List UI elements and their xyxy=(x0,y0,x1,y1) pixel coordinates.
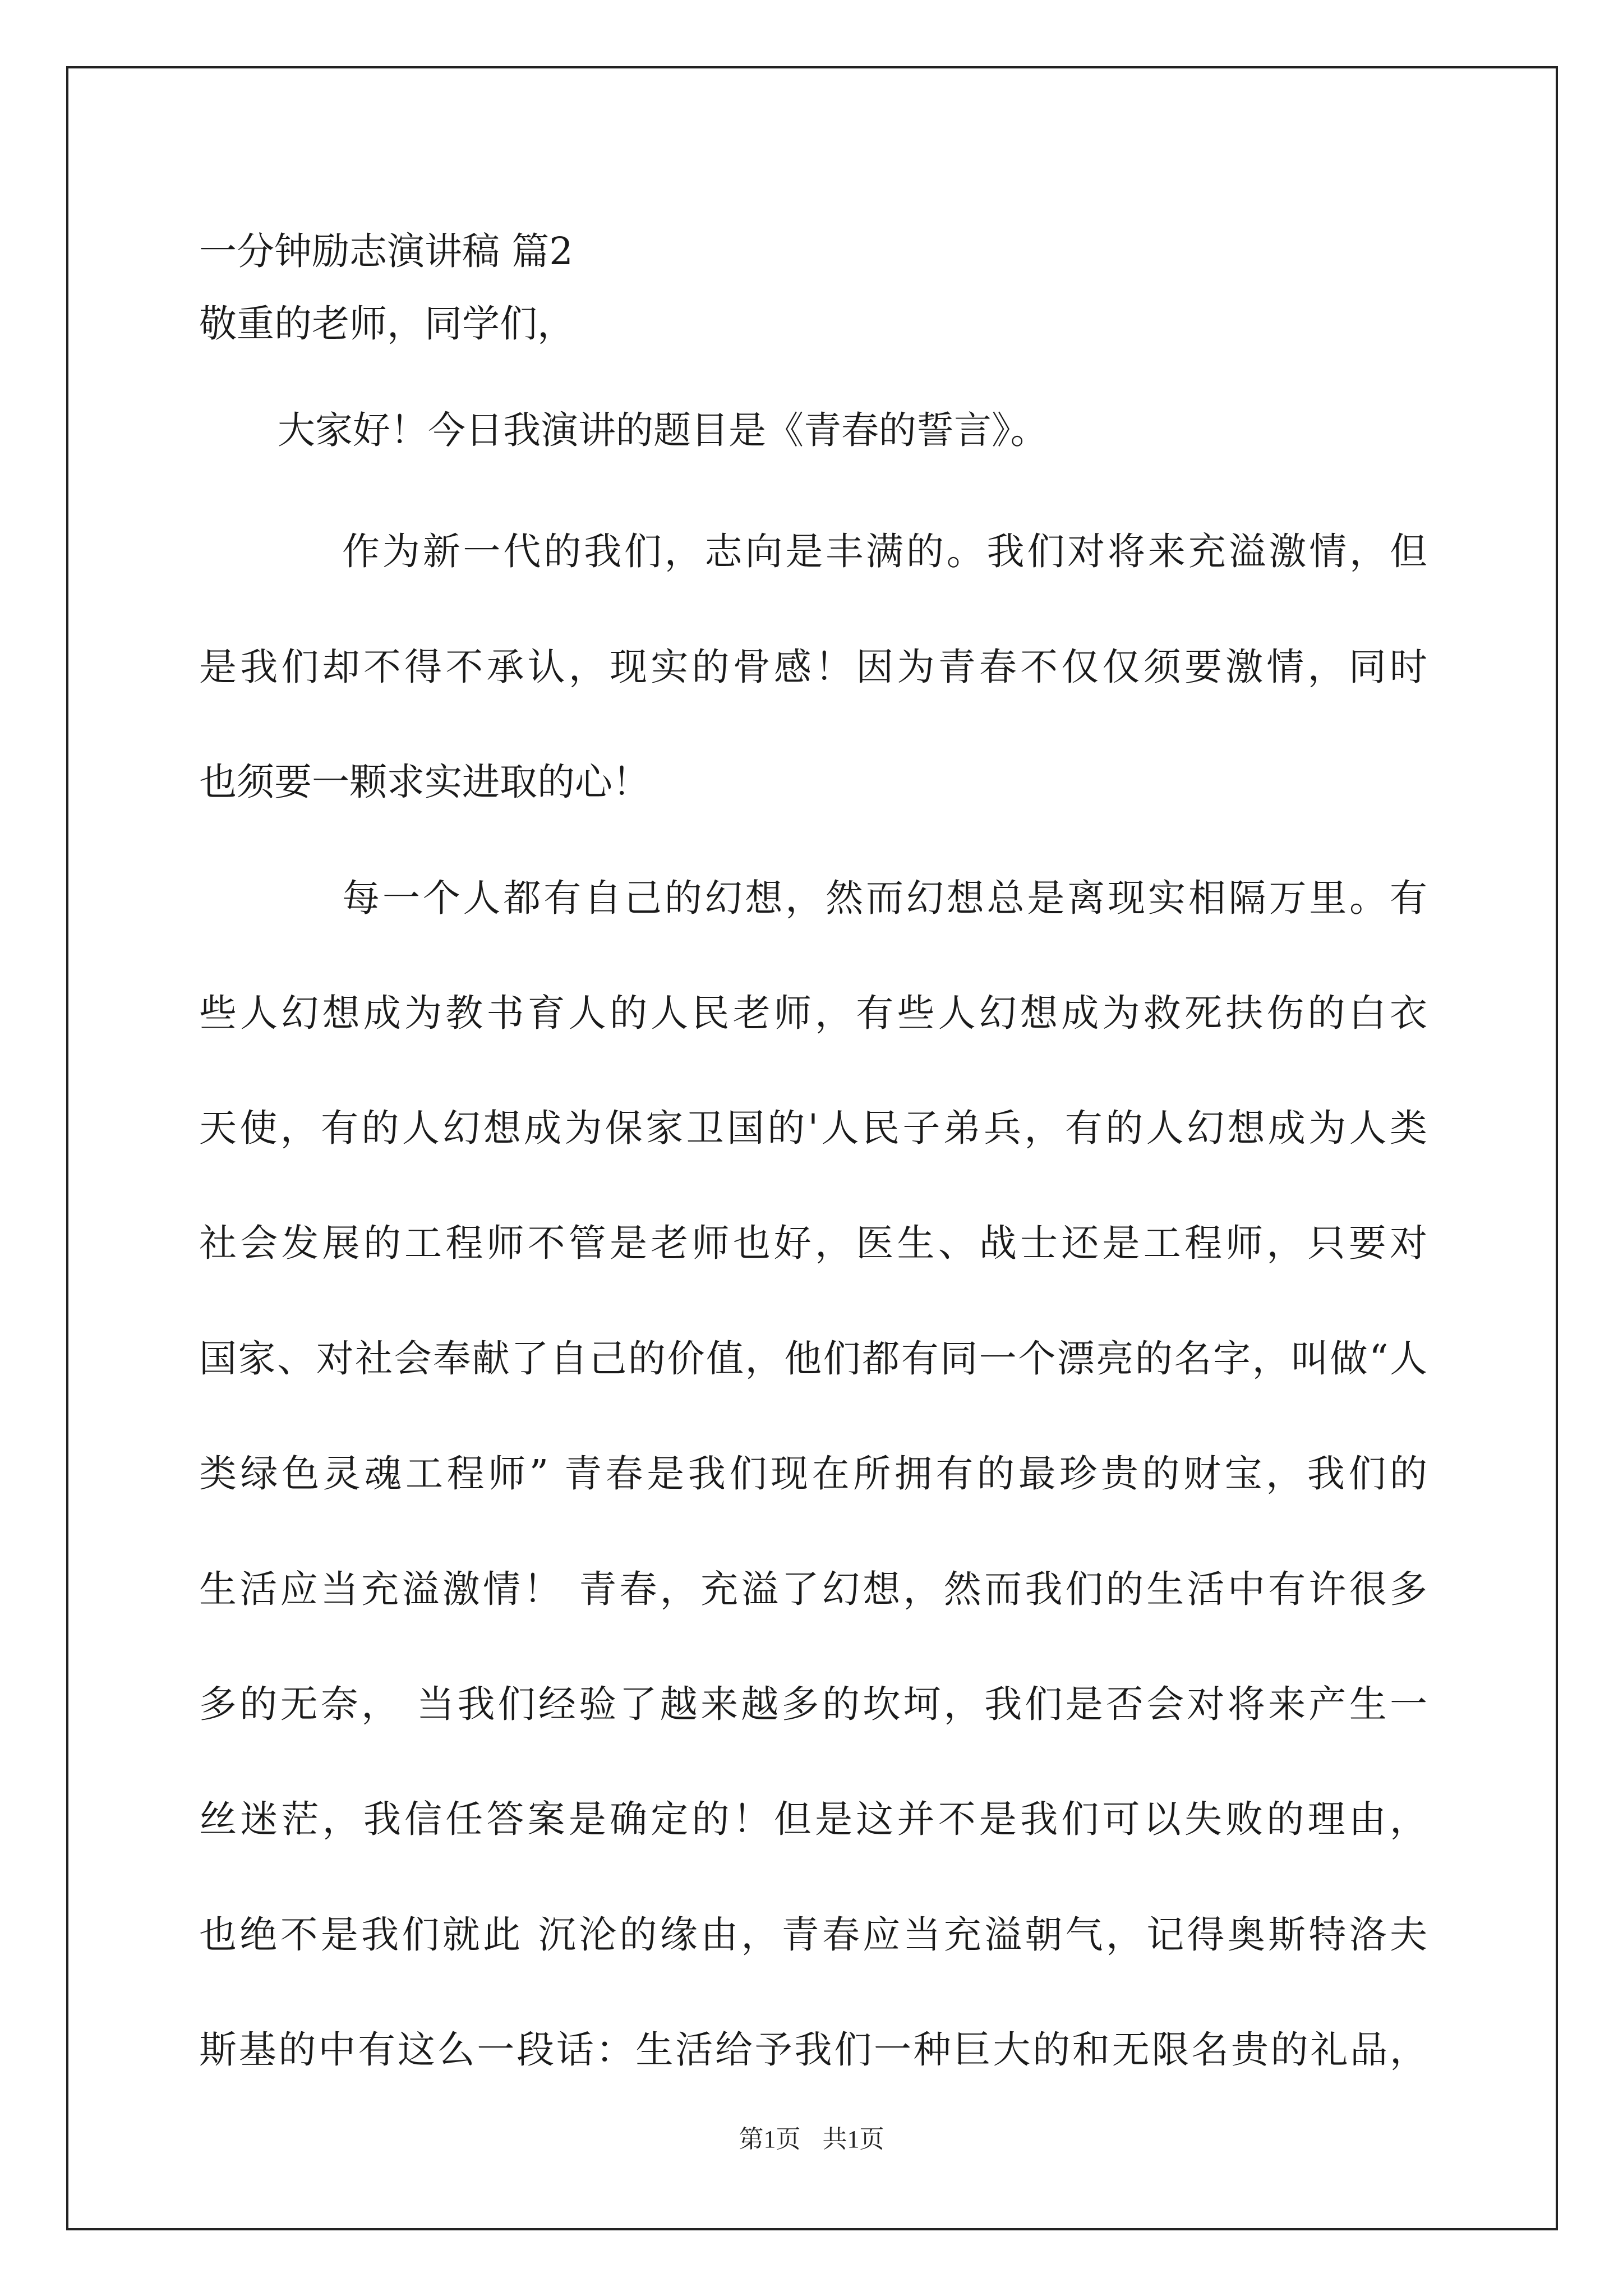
paragraph-line: 斯基的中有这么一段话：生活给予我们一种巨大的和无限名贵的礼品， xyxy=(199,2028,1427,2072)
salutation: 敬重的老师，同学们， xyxy=(199,302,575,346)
paragraph-line: 是我们却不得不承认，现实的骨感！因为青春不仅仅须要激情，同时 xyxy=(199,645,1427,689)
paragraph-line: 多的无奈， 当我们经验了越来越多的坎坷，我们是否会对将来产生一 xyxy=(199,1682,1427,1726)
paragraph-line: 类绿色灵魂工程师” 青春是我们现在所拥有的最珍贵的财宝，我们的 xyxy=(199,1452,1427,1496)
document-title: 一分钟励志演讲稿 篇2 xyxy=(199,229,573,273)
paragraph-line: 天使，有的人幻想成为保家卫国的'人民子弟兵，有的人幻想成为人类 xyxy=(199,1106,1427,1150)
paragraph-line: 也绝不是我们就此 沉沦的缘由，青春应当充溢朝气，记得奥斯特洛夫 xyxy=(199,1913,1427,1957)
paragraph-line: 生活应当充溢激情！ 青春，充溢了幻想，然而我们的生活中有许很多 xyxy=(199,1567,1427,1611)
paragraph-line: 大家好！今日我演讲的题目是《青春的誓言》。 xyxy=(278,408,1048,452)
page-footer xyxy=(0,2124,1623,2155)
paragraph-line: 作为新一代的我们，志向是丰满的。我们对将来充溢激情，但 xyxy=(342,530,1427,573)
paragraph-line: 些人幻想成为教书育人的人民老师，有些人幻想成为救死扶伤的白衣 xyxy=(199,991,1427,1035)
paragraph-line: 每一个人都有自己的幻想，然而幻想总是离现实相隔万里。有 xyxy=(342,876,1427,920)
page-number: 第1页 xyxy=(739,2125,801,2153)
paragraph-line: 国家、对社会奉献了自己的价值，他们都有同一个漂亮的名字，叫做“人 xyxy=(199,1337,1427,1381)
paragraph-line: 社会发展的工程师不管是老师也好，医生、战士还是工程师，只要对 xyxy=(199,1221,1427,1265)
paragraph-line: 丝迷茫，我信任答案是确定的！但是这并不是我们可以失败的理由， xyxy=(199,1797,1427,1841)
paragraph-line: 也须要一颗求实进取的心！ xyxy=(199,760,650,804)
page-total: 共1页 xyxy=(822,2125,884,2153)
